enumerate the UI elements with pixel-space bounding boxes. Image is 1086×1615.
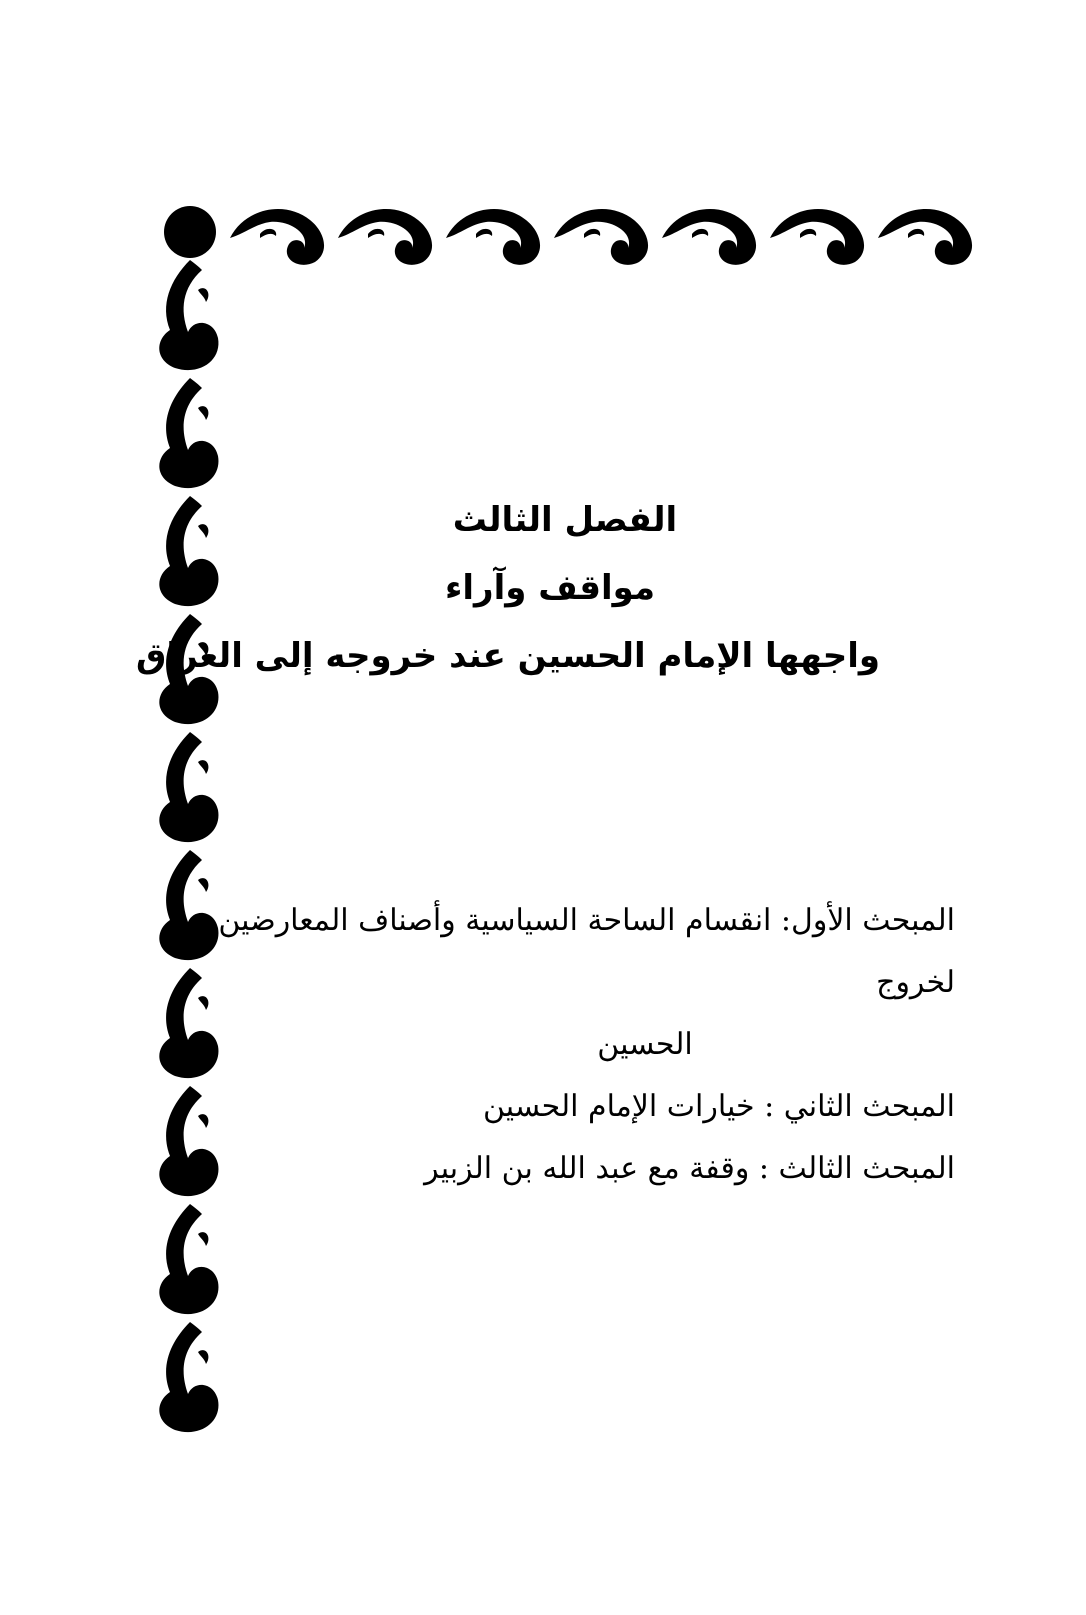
side-curl-ornament (198, 1350, 208, 1364)
side-teardrop-ornament (159, 850, 218, 960)
side-teardrop-ornament (159, 1322, 218, 1432)
sections-list (215, 890, 955, 1200)
side-curl-ornament (198, 288, 208, 302)
section-item-2: المبحث الثاني : خيارات الإمام الحسين (482, 1089, 955, 1124)
top-curl-ornament (800, 229, 816, 238)
side-teardrop-ornament (159, 496, 218, 606)
top-scroll-ornament (878, 209, 972, 265)
top-curl-ornament (368, 229, 384, 238)
top-curl-ornament (476, 229, 492, 238)
top-curl-ornament (908, 229, 924, 238)
section-item-1 (215, 890, 955, 1076)
chapter-heading (136, 500, 880, 676)
side-teardrop-ornament (159, 968, 218, 1078)
section-item-1-continuation: الحسين (597, 1027, 693, 1062)
chapter-number: الفصل الثالث (452, 500, 678, 540)
chapter-title-line-2: واجهها الإمام الحسين عند خروجه إلى العراق (136, 636, 880, 676)
top-scroll-ornament (338, 209, 432, 265)
top-scroll-ornament (230, 209, 324, 265)
side-teardrop-ornament (159, 1204, 218, 1314)
side-curl-ornament (198, 878, 208, 892)
top-scroll-ornament (446, 209, 540, 265)
side-teardrop-ornament (159, 260, 218, 370)
top-scroll-ornament (770, 209, 864, 265)
top-curl-ornament (584, 229, 600, 238)
top-scroll-ornament (554, 209, 648, 265)
top-curl-ornament (260, 229, 276, 238)
section-item-3: المبحث الثالث : وقفة مع عبد الله بن الزبير (424, 1151, 955, 1186)
left-ornamental-border (150, 250, 230, 1450)
chapter-title-line-1: مواقف وآراء (444, 568, 655, 608)
top-curl-ornament (692, 229, 708, 238)
side-teardrop-ornament (159, 1086, 218, 1196)
side-curl-ornament (198, 1232, 208, 1246)
side-curl-ornament (198, 760, 208, 774)
side-teardrop-ornament (159, 378, 218, 488)
side-curl-ornament (198, 524, 208, 538)
side-curl-ornament (198, 996, 208, 1010)
side-curl-ornament (198, 1114, 208, 1128)
top-scroll-ornament (662, 209, 756, 265)
side-curl-ornament (198, 406, 208, 420)
side-teardrop-ornament (159, 732, 218, 842)
top-ornamental-border (160, 190, 990, 280)
section-item-1-text: المبحث الأول: انقسام الساحة السياسية وأصناف المعارضين لخروج (218, 903, 955, 1000)
